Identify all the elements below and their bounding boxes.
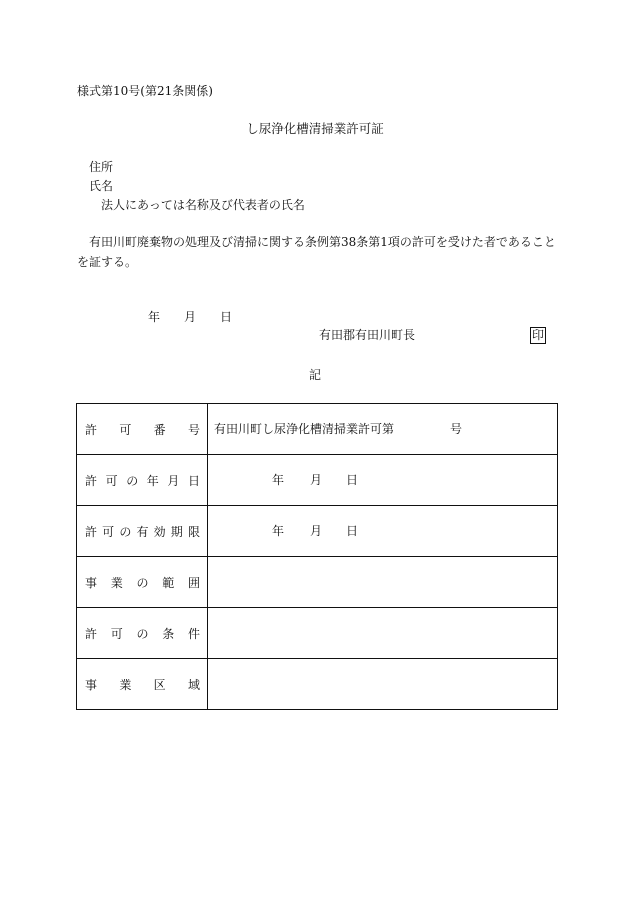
label-char: 期 — [170, 524, 183, 539]
label-char: 号 — [187, 422, 200, 437]
permit-date-year: 年 — [272, 473, 285, 487]
label-char: 許 — [85, 473, 98, 488]
label-char: 可 — [110, 626, 123, 641]
label-char: の — [136, 575, 149, 590]
issue-date-month: 月 — [184, 310, 197, 324]
issue-date-year: 年 — [148, 310, 161, 324]
validity-month: 月 — [310, 524, 323, 538]
row-label-permit-date — [77, 455, 208, 506]
row-value-validity — [208, 506, 558, 557]
permit-number-prefix: 有田川町し尿浄化槽清掃業許可第 — [214, 422, 395, 436]
label-char: の — [136, 626, 149, 641]
label-char: 可 — [105, 473, 118, 488]
label-char: 効 — [153, 524, 166, 539]
label-char: 日 — [187, 473, 200, 488]
label-char: 条 — [162, 626, 175, 641]
row-value-permit-date — [208, 455, 558, 506]
corporation-note: 法人にあっては名称及び代表者の氏名 — [101, 198, 305, 212]
row-label-permit-number — [77, 404, 208, 455]
label-char: 囲 — [187, 575, 200, 590]
label-char: 事 — [85, 677, 98, 692]
name-label: 氏名 — [89, 179, 114, 193]
row-label-conditions — [77, 608, 208, 659]
document-title: し尿浄化槽清掃業許可証 — [246, 121, 384, 136]
permit-number-suffix: 号 — [450, 422, 463, 436]
table-row — [77, 659, 558, 710]
table-row — [77, 557, 558, 608]
table-row — [77, 506, 558, 557]
row-label-business-scope — [77, 557, 208, 608]
row-label-business-area — [77, 659, 208, 710]
table-row — [77, 608, 558, 659]
seal-mark: 印 — [532, 328, 545, 342]
label-char: 事 — [85, 575, 98, 590]
label-char: 業 — [119, 677, 132, 692]
label-char: 番 — [153, 422, 166, 437]
row-label-validity — [77, 506, 208, 557]
label-char: 許 — [85, 422, 98, 437]
row-value-business-area — [208, 659, 558, 710]
row-value-conditions — [208, 608, 558, 659]
row-value-business-scope — [208, 557, 558, 608]
table-row — [77, 404, 558, 455]
permit-date-day: 日 — [346, 473, 359, 487]
label-char: の — [126, 473, 139, 488]
validity-year: 年 — [272, 524, 285, 538]
label-char: 件 — [187, 626, 200, 641]
certification-text-line-2: を証する。 — [77, 255, 138, 269]
permit-date-month: 月 — [310, 473, 323, 487]
issue-date-day: 日 — [220, 310, 233, 324]
label-char: 可 — [102, 524, 115, 539]
label-char: 有 — [136, 524, 149, 539]
ki-heading: 記 — [308, 368, 321, 382]
label-char: 許 — [85, 626, 98, 641]
label-char: 年 — [146, 473, 159, 488]
form-number: 様式第10号(第21条関係) — [77, 84, 213, 98]
certification-text-line-1: 有田川町廃棄物の処理及び清掃に関する条例第38条第1項の許可を受けた者であること — [89, 235, 556, 249]
issuer-name: 有田郡有田川町長 — [319, 328, 416, 342]
label-char: 域 — [187, 677, 200, 692]
label-char: 業 — [110, 575, 123, 590]
label-char: 範 — [162, 575, 175, 590]
permit-details-table — [76, 403, 558, 710]
label-char: 許 — [85, 524, 98, 539]
label-char: の — [119, 524, 132, 539]
label-char: 区 — [153, 677, 166, 692]
row-value-permit-number — [208, 404, 558, 455]
label-char: 限 — [187, 524, 200, 539]
label-char: 月 — [167, 473, 180, 488]
address-label: 住所 — [89, 160, 114, 174]
table-row — [77, 455, 558, 506]
label-char: 可 — [119, 422, 132, 437]
validity-day: 日 — [346, 524, 359, 538]
